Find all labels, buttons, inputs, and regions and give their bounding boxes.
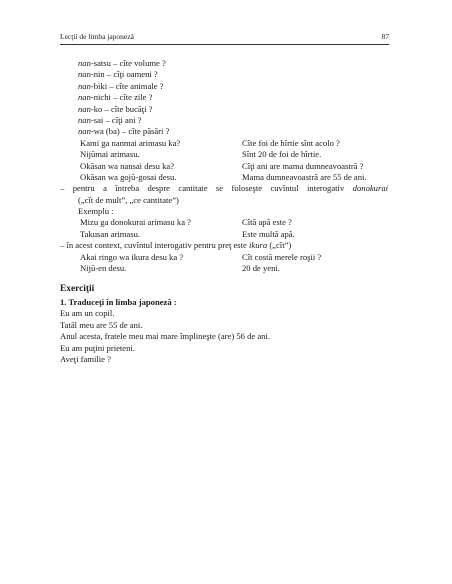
romanian-translation: Cîtă apă este ? <box>242 217 292 228</box>
japanese-sentence: Okāsan wa nansai desu ka? <box>80 160 175 171</box>
counter-meaning: -sai – cîţi ani ? <box>90 114 142 125</box>
romanian-translation: Sînt 20 de foi de hîrtie. <box>242 149 322 160</box>
bullet-gloss: („cît”) <box>269 240 292 251</box>
exercise-sentences <box>60 308 390 365</box>
example-pairs-3 <box>60 252 390 275</box>
counter-item <box>60 115 390 126</box>
counter-meaning: -wa (ba) – cîte păsări ? <box>90 126 170 137</box>
counter-word: nan <box>78 80 91 91</box>
romanian-translation: Este multă apă. <box>242 228 295 239</box>
counter-item <box>60 126 390 137</box>
counter-word: nan <box>78 69 91 80</box>
header-rule <box>60 44 389 45</box>
counter-item <box>60 92 390 103</box>
example-pairs-1 <box>60 138 390 184</box>
counter-word: nan <box>78 103 91 114</box>
counter-word: nan <box>78 58 91 68</box>
exercise-sentence: Tatăl meu are 55 de ani. <box>60 319 143 330</box>
bullet-donokurai <box>60 183 390 194</box>
example-pair <box>60 149 390 160</box>
counter-item <box>60 58 390 69</box>
exercise-sentence: Aveţi familie ? <box>60 353 111 364</box>
japanese-sentence: Nijū-en desu. <box>80 263 127 274</box>
page-number: 87 <box>381 32 389 41</box>
japanese-sentence: Okāsan wa gojū-gosai desu. <box>80 171 177 182</box>
example-pairs-2 <box>60 217 390 240</box>
exercises-heading: Exerciţii <box>60 284 95 295</box>
exercise-sentence: Eu am un copil. <box>60 308 115 319</box>
japanese-sentence: Akai ringo wa ikura desu ka ? <box>80 251 184 262</box>
example-pair <box>60 172 390 183</box>
japanese-sentence: Kami ga nanmai arimasu ka? <box>80 137 181 148</box>
example-pair <box>60 161 390 172</box>
counter-item <box>60 81 390 92</box>
bullet-ikura <box>60 240 390 251</box>
header-title: Lecţii de limba japoneză <box>60 32 134 41</box>
example-pair <box>60 138 390 149</box>
bullet-gloss: („cît de mult”, „ce cantitate”) <box>78 194 179 205</box>
exercise-instruction: 1. Traduceţi în limba japoneză : <box>60 297 177 308</box>
japanese-sentence: Takusan arimasu. <box>80 228 141 239</box>
bullet-text: – pentru a întreba despre cantitate se foloseşte cuvîntul interogativ <box>60 183 345 194</box>
bullet-keyword: donokurai <box>352 183 388 194</box>
example-pair <box>60 252 390 263</box>
counter-word: nan <box>78 92 91 103</box>
exercise-sentence: Eu am puţini prieteni. <box>60 342 135 353</box>
romanian-translation: Cîţi ani are mama dumneavoastră ? <box>242 160 364 171</box>
bullet-text: – în acest context, cuvîntul interogativ pentru preţ este <box>60 240 247 251</box>
counter-meaning: -nin – cîţi oameni ? <box>90 69 158 80</box>
romanian-translation: Cîte foi de hîrtie sînt acolo ? <box>242 137 340 148</box>
example-label: Exemplu : <box>78 206 114 217</box>
counter-meaning: -nichi – cîte zile ? <box>90 92 153 103</box>
example-pair <box>60 229 390 240</box>
counter-word: nan <box>78 126 91 137</box>
japanese-sentence: Mizu ga donokurai arimasu ka ? <box>80 217 191 228</box>
counter-item <box>60 104 390 115</box>
example-pair <box>60 263 390 274</box>
counter-word: nan <box>78 114 91 125</box>
running-header <box>60 31 389 43</box>
example-pair <box>60 217 390 228</box>
exercise-sentence: Anul acesta, fratele meu mai mare împlineşte (are) 56 de ani. <box>60 331 270 342</box>
counter-list <box>60 58 390 138</box>
romanian-translation: 20 de yeni. <box>242 263 280 274</box>
bullet-keyword: ikura <box>249 240 268 251</box>
counter-meaning: -satsu – cîte volume ? <box>90 58 166 68</box>
romanian-translation: Cît costă merele roşii ? <box>242 251 322 262</box>
japanese-sentence: Nijūmai arimasu. <box>80 149 140 160</box>
romanian-translation: Mama dumneavoastră are 55 de ani. <box>242 171 367 182</box>
page-body <box>60 58 390 365</box>
counter-item <box>60 69 390 80</box>
counter-meaning: -ko – cîte bucăţi ? <box>90 103 153 114</box>
counter-meaning: -biki – cîte animale ? <box>90 80 164 91</box>
